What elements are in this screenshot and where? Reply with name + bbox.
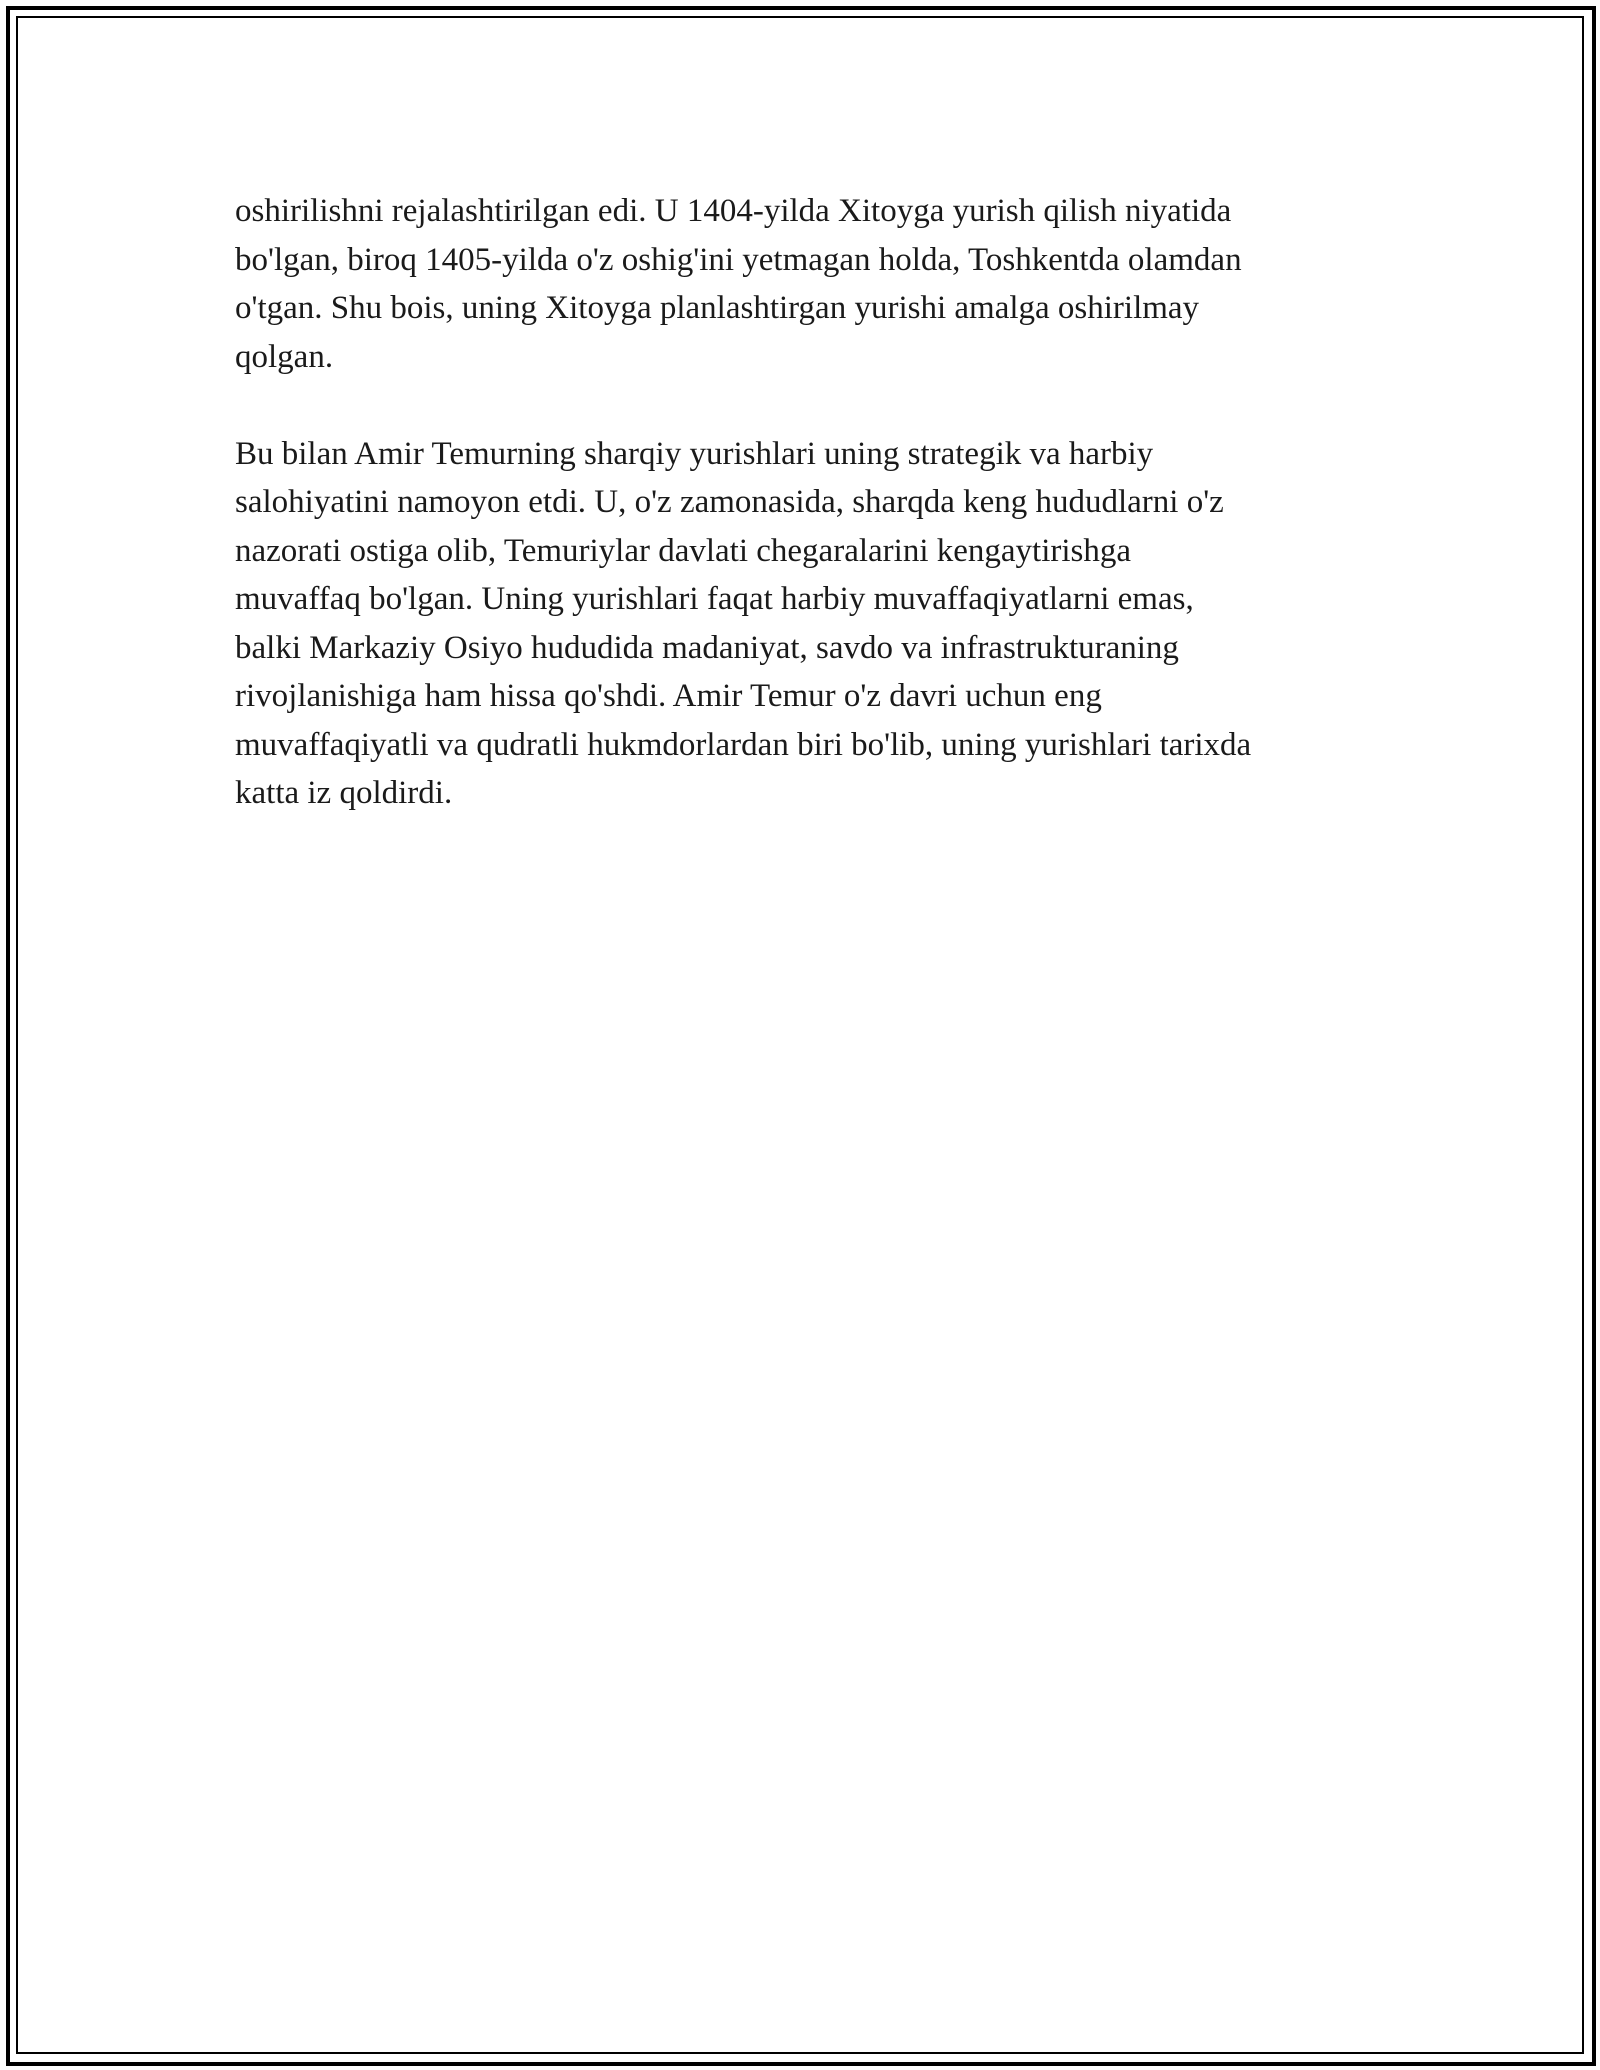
paragraph-2 [235, 430, 1375, 818]
text-line: katta iz qoldirdi. [235, 775, 453, 811]
text-line: muvaffaqiyatli va qudratli hukmdorlardan biri bo'lib, uning yurishlari tarixda [235, 726, 1252, 763]
text-line: qolgan. [235, 338, 334, 375]
document-body [235, 187, 1375, 866]
text-line: rivojlanishiga ham hissa qo'shdi. Amir Temur o'z davri uchun eng [235, 678, 1102, 714]
text-line: o'tgan. Shu bois, uning Xitoyga planlashtirgan yurishi amalga oshirilmay [235, 290, 1200, 326]
text-line: Bu bilan Amir Temurning sharqiy yurishlari uning strategik va harbiy [235, 435, 1154, 472]
text-line: salohiyatini namoyon etdi. U, o'z zamonasida, sharqda keng hududlarni o'z [235, 484, 1224, 520]
text-line: nazorati ostiga olib, Temuriylar davlati chegaralarini kengaytirishga [235, 532, 1132, 569]
text-line: muvaffaq bo'lgan. Uning yurishlari faqat harbiy muvaffaqiyatlarni emas, [235, 581, 1194, 617]
text-line: oshirilishni rejalashtirilgan edi. U 1404-yilda Xitoyga yurish qilish niyatida [235, 193, 1232, 229]
text-line: balki Markaziy Osiyo hududida madaniyat, savdo va infrastrukturaning [235, 629, 1179, 666]
text-line: bo'lgan, biroq 1405-yilda o'z oshig'ini yetmagan holda, Toshkentda olamdan [235, 241, 1242, 278]
paragraph-1 [235, 187, 1375, 381]
